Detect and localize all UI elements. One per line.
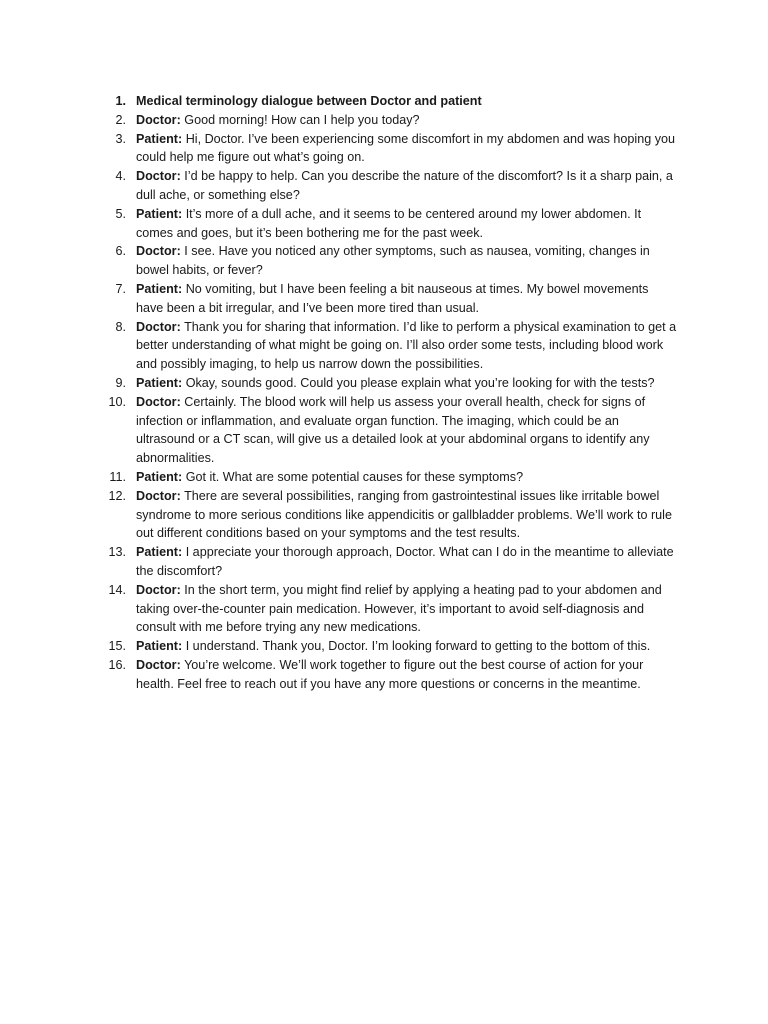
dialogue-text: I see. Have you noticed any other symptoms, such as nausea, vomiting, changes in bowel habits, or fever? <box>136 244 650 278</box>
speaker-label: Doctor: <box>136 112 181 127</box>
dialogue-text: Okay, sounds good. Could you please explain what you’re looking for with the tests? <box>185 375 655 390</box>
list-item <box>104 581 679 637</box>
dialogue-text: I’d be happy to help. Can you describe the nature of the discomfort? Is it a sharp pain, a dull ache, or something else? <box>136 169 673 202</box>
speaker-label: Patient: <box>136 639 183 654</box>
speaker-label: Doctor: <box>136 657 181 672</box>
dialogue-text: No vomiting, but I have been feeling a bit nauseous at times. My bowel movements have been a bit irregular, and I’ve been more tired than usual. <box>136 281 649 315</box>
list-number: 16. <box>108 657 126 672</box>
dialogue-text: Hi, Doctor. I’ve been experiencing some discomfort in my abdomen and was hoping you could help me figure out what’s going on. <box>136 131 676 165</box>
dialogue-text: Got it. What are some potential causes for these symptoms? <box>185 469 524 484</box>
speaker-label: Doctor: <box>136 394 181 409</box>
dialogue-text: Certainly. The blood work will help us assess your overall health, check for signs of infection or inflammation, and evaluate organ function. The imaging, which could be an ultrasound or a CT scan, will give us a detailed look at your abdominal organs to identify any abnormalities. <box>136 394 650 466</box>
speaker-label: Patient: <box>136 206 183 221</box>
dialogue-title-item <box>104 92 679 111</box>
list-item <box>104 637 679 656</box>
list-item <box>104 318 679 374</box>
speaker-label: Doctor: <box>136 582 181 597</box>
list-number: 15. <box>108 639 126 654</box>
list-number: 1. <box>115 94 126 108</box>
dialogue-text: Good morning! How can I help you today? <box>184 112 420 127</box>
speaker-label: Doctor: <box>136 488 181 503</box>
list-number: 4. <box>115 169 126 184</box>
list-item <box>104 374 679 393</box>
list-number: 9. <box>115 375 126 390</box>
speaker-label: Patient: <box>136 545 183 560</box>
speaker-label: Doctor: <box>136 244 181 259</box>
list-item <box>104 543 679 581</box>
speaker-label: Patient: <box>136 469 183 484</box>
list-item <box>104 111 679 130</box>
list-number: 14. <box>108 582 126 597</box>
dialogue-text: It’s more of a dull ache, and it seems to be centered around my lower abdomen. It comes and goes, but it’s been bothering me for the past week. <box>136 206 642 240</box>
dialogue-text: Thank you for sharing that information. I’d like to perform a physical examination to get a better understanding of what might be going on. I’ll also order some tests, including blood work and possibly imaging, to help us narrow down the possibilities. <box>136 319 677 372</box>
list-number: 3. <box>115 131 126 146</box>
list-number: 5. <box>115 206 126 221</box>
list-item <box>104 487 679 543</box>
dialogue-text: I understand. Thank you, Doctor. I’m looking forward to getting to the bottom of this. <box>185 639 651 654</box>
list-number: 6. <box>115 244 126 259</box>
dialogue-text: In the short term, you might find relief by applying a heating pad to your abdomen and taking over-the-counter pain medication. However, it’s important to avoid self-diagnosis and consult with me before trying any new medications. <box>136 582 662 635</box>
dialogue-text: There are several possibilities, ranging from gastrointestinal issues like irritable bowel syndrome to more serious conditions like appendicitis or gallbladder problems. We’ll work to rule out different conditions based on your symptoms and the test results. <box>136 488 672 541</box>
list-number: 7. <box>115 281 126 296</box>
dialogue-text: You’re welcome. We’ll work together to figure out the best course of action for your health. Feel free to reach out if you have any more questions or concerns in the meantime. <box>136 657 644 691</box>
list-item <box>104 468 679 487</box>
list-number: 2. <box>115 112 126 127</box>
dialogue-text: I appreciate your thorough approach, Doctor. What can I do in the meantime to alleviate the discomfort? <box>136 545 674 578</box>
list-number: 8. <box>115 319 126 334</box>
dialogue-title: Medical terminology dialogue between Doctor and patient <box>136 94 482 108</box>
list-number: 11. <box>109 469 126 484</box>
list-item <box>104 656 679 694</box>
list-item <box>104 130 679 168</box>
list-number: 13. <box>108 545 126 560</box>
speaker-label: Patient: <box>136 281 183 296</box>
speaker-label: Doctor: <box>136 169 181 184</box>
list-number: 12. <box>108 488 126 503</box>
list-item <box>104 280 679 318</box>
speaker-label: Patient: <box>136 131 183 146</box>
dialogue-list <box>104 92 679 694</box>
list-item <box>104 205 679 243</box>
speaker-label: Doctor: <box>136 319 181 334</box>
list-item <box>104 393 679 468</box>
list-item <box>104 167 679 205</box>
list-number: 10. <box>108 394 126 409</box>
speaker-label: Patient: <box>136 375 183 390</box>
list-item <box>104 242 679 280</box>
